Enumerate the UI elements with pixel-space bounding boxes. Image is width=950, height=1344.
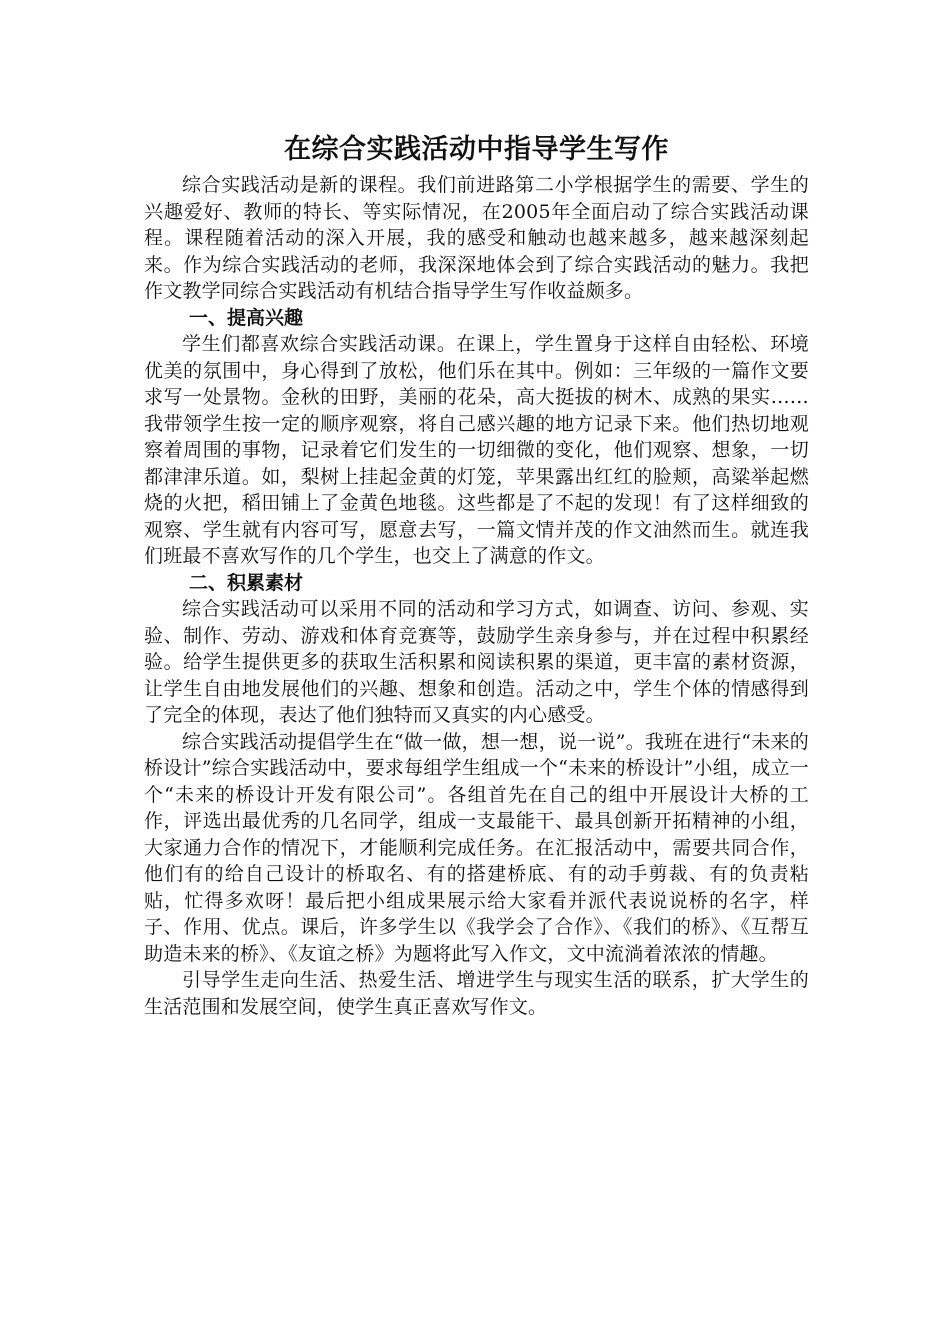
document-title: 在综合实践活动中指导学生写作	[284, 134, 669, 165]
section-material-paragraph-1: 综合实践活动可以采用不同的活动和学习方式，如调查、访问、参观、实验、制作、劳动、游戏和体育竞赛等，鼓励学生亲身参与，并在过程中积累经验。给学生提供更多的获取生活积累和阅读积累的渠道，更丰富的素材资源，让学生自由地发展他们的兴趣、想象和创造。活动之中，学生个体的情感得到了完全的体现，表达了他们独特而又真实的内心感受。	[144, 598, 809, 726]
section-heading-material: 二、积累素材	[189, 571, 304, 594]
section-interest-paragraph: 学生们都喜欢综合实践活动课。在课上，学生置身于这样自由轻松、环境优美的氛围中，身心得到了放松，他们乐在其中。例如：三年级的一篇作文要求写一处景物。金秋的田野，美丽的花朵，高大挺拔的树木、成熟的果实……我带领学生按一定的顺序观察，将自己感兴趣的地方记录下来。他们热切地观察着周围的事物，记录着它们发生的一切细微的变化，他们观察、想象，一切都津津乐道。如，梨树上挂起金黄的灯笼，苹果露出红红的脸颊，高粱举起燃烧的火把，稻田铺上了金黄色地毯。这些都是了不起的发现！有了这样细致的观察、学生就有内容可写，愿意去写，一篇文情并茂的作文油然而生。就连我们班最不喜欢写作的几个学生，也交上了满意的作文。	[144, 333, 809, 567]
section-material-paragraph-2: 综合实践活动提倡学生在“做一做，想一想，说一说”。我班在进行“未来的桥设计”综合实践活动中，要求每组学生组成一个“未来的桥设计”小组，成立一个“未来的桥设计开发有限公司”。各组首先在自己的组中开展设计大桥的工作，评选出最优秀的几名同学，组成一支最能干、最具创新开拓精神的小组，大家通力合作的情况下，才能顺利完成任务。在汇报活动中，需要共同合作，他们有的给自己设计的桥取名、有的搭建桥底、有的动手剪裁、有的负责粘贴，忙得多欢呀！最后把小组成果展示给大家看并派代表说说桥的名字，样子、作用、优点。课后，许多学生以《我学会了合作》、《我们的桥》、《互帮互助造未来的桥》、《友谊之桥》为题将此写入作文，文中流淌着浓浓的情趣。	[144, 730, 809, 965]
section-material-paragraph-3: 引导学生走向生活、热爱生活、增进学生与现实生活的联系，扩大学生的生活范围和发展空间，使学生真正喜欢写作文。	[144, 969, 809, 1018]
document-page	[144, 128, 809, 1020]
intro-paragraph: 综合实践活动是新的课程。我们前进路第二小学根据学生的需要、学生的兴趣爱好、教师的特长、等实际情况，在2005年全面启动了综合实践活动课程。课程随着活动的深入开展，我的感受和触动也越来越多，越来越深刻起来。作为综合实践活动的老师，我深深地体会到了综合实践活动的魅力。我把作文教学同综合实践活动有机结合指导学生写作收益颇多。	[144, 174, 809, 302]
section-heading-interest: 一、提高兴趣	[189, 306, 304, 329]
